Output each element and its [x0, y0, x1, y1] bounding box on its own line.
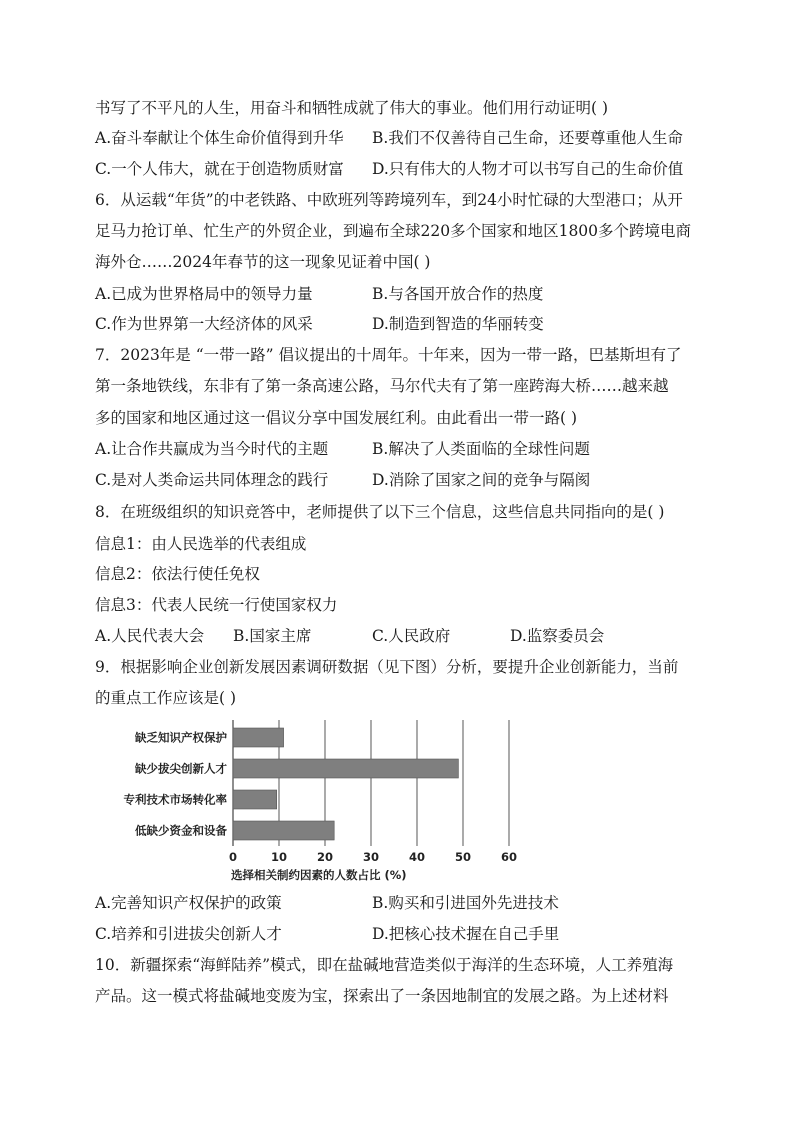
q6-option-b[interactable]: B.与各国开放合作的热度	[372, 285, 544, 303]
q8-option-d[interactable]: D.监察委员会	[510, 627, 605, 645]
q10-stem-line-2: 产品。这一模式将盐碱地变废为宝，探索出了一条因地制宜的发展之路。为上述材料	[95, 987, 669, 1005]
tick-label: 10	[270, 850, 288, 864]
bar	[233, 790, 277, 809]
q8-option-b[interactable]: B.国家主席	[233, 627, 312, 645]
q6-option-d[interactable]: D.制造到智造的华丽转变	[372, 315, 544, 333]
intro-line: 书写了不平凡的人生，用奋斗和牺牲成就了伟大的事业。他们用行动证明( )	[95, 99, 609, 117]
q9-stem-line-2: 的重点工作应该是( )	[95, 689, 237, 707]
q5-option-d[interactable]: D.只有伟大的人物才可以书写自己的生命价值	[372, 160, 684, 178]
q9-option-d[interactable]: D.把核心技术握在自己手里	[372, 925, 560, 943]
tick-label: 50	[454, 850, 472, 864]
q9-option-a[interactable]: A.完善知识产权保护的政策	[95, 894, 282, 912]
tick-label: 20	[316, 850, 334, 864]
q8-info-2: 信息2：依法行使任免权	[95, 565, 260, 583]
q7-stem-line-1: 7．2023年是 “一带一路” 倡议提出的十周年。十年来，因为一带一路，巴基斯坦有了	[95, 346, 682, 364]
q8-info-3: 信息3：代表人民统一行使国家权力	[95, 596, 338, 614]
q9-option-b[interactable]: B.购买和引进国外先进技术	[372, 894, 559, 912]
q7-option-d[interactable]: D.消除了国家之间的竞争与隔阂	[372, 471, 591, 489]
q5-option-b[interactable]: B.我们不仅善待自己生命，还要尊重他人生命	[372, 129, 683, 147]
q6-stem-line-2: 足马力抢订单、忙生产的外贸企业，到遍布全球220多个国家和地区1800多个跨境电商	[95, 222, 692, 240]
tick-label: 30	[362, 850, 380, 864]
q7-stem-line-2: 第一条地铁线，东非有了第一条高速公路，马尔代夫有了第一座跨海大桥……越来越	[95, 377, 669, 395]
bar	[233, 821, 334, 840]
bar	[233, 728, 284, 747]
q8-stem-line-1: 8．在班级组织的知识竞答中，老师提供了以下三个信息，这些信息共同指向的是( )	[95, 503, 665, 521]
q9-bar-chart	[95, 718, 535, 883]
q6-option-a[interactable]: A.已成为世界格局中的领导力量	[95, 285, 313, 303]
q7-stem-line-3: 多的国家和地区通过这一倡议分享中国发展红利。由此看出一带一路( )	[95, 409, 578, 427]
tick-label: 60	[500, 850, 518, 864]
q5-option-c[interactable]: C.一个人伟大，就在于创造物质财富	[95, 160, 344, 178]
bar	[233, 759, 458, 778]
q6-stem-line-3: 海外仓……2024年春节的这一现象见证着中国( )	[95, 253, 431, 271]
q6-option-c[interactable]: C.作为世界第一大经济体的风采	[95, 315, 313, 333]
x-axis-label: 选择相关制约因素的人数占比 (%)	[231, 868, 407, 882]
category-label: 低缺少资金和设备	[135, 823, 227, 838]
q7-option-b[interactable]: B.解决了人类面临的全球性问题	[372, 440, 590, 458]
category-label: 缺乏知识产权保护	[135, 730, 227, 745]
tick-label: 40	[408, 850, 426, 864]
category-label: 缺少拔尖创新人才	[135, 761, 227, 776]
q9-stem-line-1: 9．根据影响企业创新发展因素调研数据（见下图）分析，要提升企业创新能力，当前	[95, 658, 679, 676]
q8-option-c[interactable]: C.人民政府	[372, 627, 451, 645]
q5-option-a[interactable]: A.奋斗奉献让个体生命价值得到升华	[95, 129, 344, 147]
q6-stem-line-1: 6．从运载“年货”的中老铁路、中欧班列等跨境列车，到24小时忙碌的大型港口；从开	[95, 191, 683, 209]
q8-info-1: 信息1：由人民选举的代表组成	[95, 535, 307, 553]
tick-label: 0	[228, 850, 238, 864]
q8-option-a[interactable]: A.人民代表大会	[95, 627, 205, 645]
q7-option-a[interactable]: A.让合作共赢成为当今时代的主题	[95, 440, 329, 458]
q7-option-c[interactable]: C.是对人类命运共同体理念的践行	[95, 471, 329, 489]
q10-stem-line-1: 10．新疆探索“海鲜陆养”模式，即在盐碱地营造类似于海洋的生态环境，人工养殖海	[95, 956, 674, 974]
q9-option-c[interactable]: C.培养和引进拔尖创新人才	[95, 925, 282, 943]
category-label: 专利技术市场转化率	[123, 792, 227, 807]
q9-bar-chart-svg	[95, 718, 535, 883]
